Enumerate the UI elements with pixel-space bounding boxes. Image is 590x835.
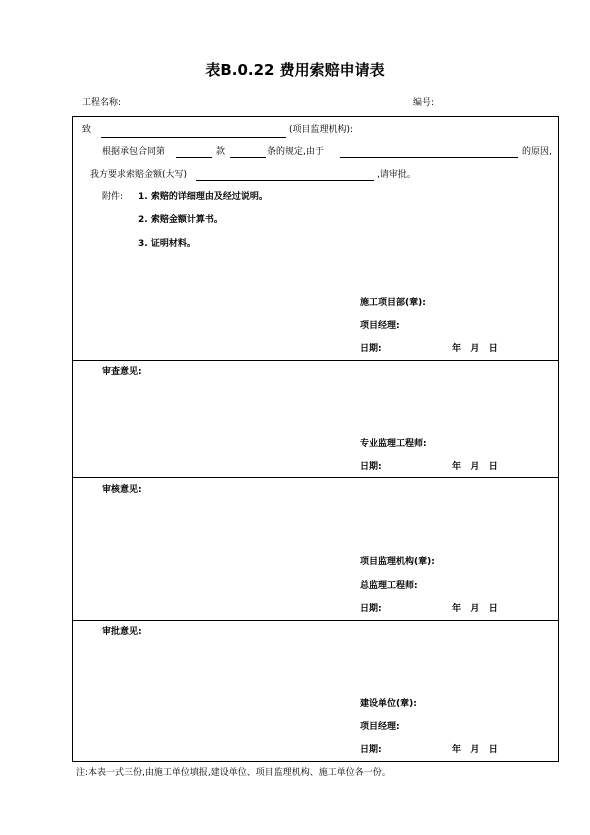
to-suffix: (项目监理机构):	[289, 125, 354, 135]
supervisor-org-field[interactable]	[101, 137, 286, 138]
contractor-dept-label: 施工项目部(章):	[360, 298, 426, 308]
amount-label: 我方要求索赔金额(大写)	[90, 170, 188, 180]
date-label: 日期:	[360, 462, 382, 472]
reason-field[interactable]	[340, 157, 518, 158]
attachment-item: 3. 证明材料。	[138, 239, 196, 249]
attachments-label: 附件:	[102, 192, 124, 202]
footnote: 注:本表一式三份,由施工单位填报,建设单位、项目监理机构、施工单位各一份。	[76, 768, 391, 778]
date-units: 年 月 日	[452, 344, 498, 354]
article-field[interactable]	[230, 157, 266, 158]
date-units: 年 月 日	[452, 604, 498, 614]
date-units: 年 月 日	[452, 745, 498, 755]
attachment-item: 2. 索赔金额计算书。	[138, 215, 223, 225]
supervising-engineer-label: 专业监理工程师:	[360, 439, 427, 449]
number-label: 编号:	[413, 98, 435, 108]
approve-request: ,请审批。	[377, 170, 416, 180]
owner-manager-label: 项目经理:	[360, 722, 400, 732]
clause-field[interactable]	[176, 157, 212, 158]
owner-seal-label: 建设单位(章):	[360, 699, 417, 709]
form-table	[72, 116, 559, 762]
contract-prefix: 根据承包合同第	[102, 147, 166, 157]
attachment-item: 1. 索赔的详细理由及经过说明。	[138, 192, 268, 202]
to-label: 致	[82, 125, 92, 135]
supervisor-org-seal-label: 项目监理机构(章):	[360, 557, 435, 567]
section-divider	[72, 620, 559, 621]
project-name-label: 工程名称:	[82, 98, 122, 108]
date-label: 日期:	[360, 344, 382, 354]
section-divider	[72, 477, 559, 478]
reason-suffix: 的原因,	[522, 147, 552, 157]
amount-field[interactable]	[196, 180, 374, 181]
section-divider	[72, 360, 559, 361]
audit-label: 审核意见:	[102, 485, 142, 495]
project-manager-label: 项目经理:	[360, 321, 400, 331]
date-label: 日期:	[360, 745, 382, 755]
approval-label: 审批意见:	[102, 627, 142, 637]
clause-label: 款	[216, 147, 226, 157]
chief-engineer-label: 总监理工程师:	[360, 581, 418, 591]
date-units: 年 月 日	[452, 462, 498, 472]
form-title: 表B.0.22 费用索赔申请表	[205, 61, 385, 79]
date-label: 日期:	[360, 604, 382, 614]
article-label: 条的规定,由于	[267, 147, 324, 157]
review-label: 审查意见:	[102, 367, 142, 377]
